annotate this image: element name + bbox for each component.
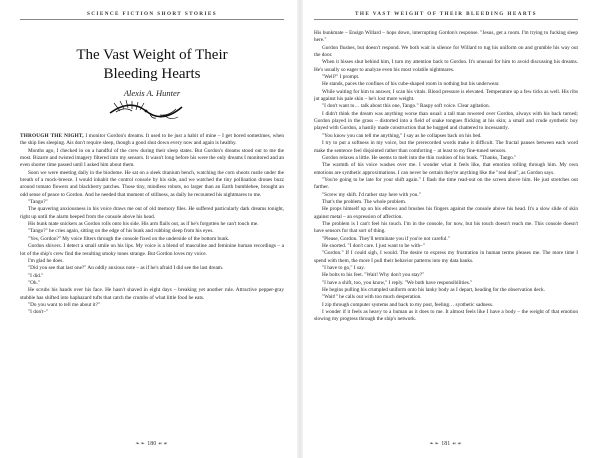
paragraph: The quavering anxiousness in his voice draws me out of old memory files. He suffered particularly dark dreams tonight, right up until the alarm beeped from the console above his head. — [20, 206, 284, 220]
paragraph: He stands, paces the confines of his cube-shaped room in nothing but his underwear. — [322, 81, 500, 88]
paragraph: He begins pulling his crumpled uniform onto his lanky body as I depart, heading for the observation deck. — [322, 287, 545, 294]
paragraph: Months ago, I checked in on a handful of the crew during their sleep states. But Gordon's dreams stood out to me the most. Bizarre and twisted imagery filtered into my sensors. It wasn't long before his were the only dreams I monitored and an even shorter time passed until I asked him about them. — [20, 147, 284, 169]
paragraph: "Tango?" — [28, 199, 48, 206]
paragraph: I didn't think the dream was anything worse than usual: a tall man towered over Gordon, always with his back turned; Gordon played in the grass – distorted into a field of snake tongues flicking at his skin; a small and crude synthetic boy played with Gordon, a hastily made construction that he hugged and chattered to incessantly. — [314, 110, 578, 132]
paragraph: "I did." — [28, 272, 44, 279]
paragraph: His bunkmate – Ensign Willard – hops down, interrupting Gordon's response. "Jesus, get a room. I'm trying to fucking sleep here." — [314, 30, 578, 44]
paragraph: "Did you see that last one?" An oddly anxious note – as if he's afraid I did see the last dream. — [28, 265, 224, 272]
header-rule — [20, 19, 284, 20]
paragraph: He snorted. "I don't care. I just want to be with–" — [322, 242, 425, 249]
paragraph: "You're going to be late for your shift again." I flash the time read-out on the screen above him. He just stretches out farther. — [314, 176, 578, 191]
paragraph: The warmth of his voice washes over me. I wonder what it feels like, that emotion rolling through him. My own emotions are synthetic approximations. I can never be certain they're anything like the "real deal", as Gordon says. — [314, 162, 578, 176]
paragraph: "Yes, Gordon?" My voice filters through the console fixed on the underside of the bottom bunk. — [28, 235, 230, 242]
paragraph: THROUGH THE NIGHT, I monitor Gordon's dreams. It used to be just a habit of mine – I get bored sometimes, when the ship lies sleeping. Ais don't require sleep, though a good shut down every now and again is healthy. — [20, 133, 285, 147]
paragraph: While waiting for him to answer, I scan his vitals. Blood pressure is elevated. Temperature up a few ticks as well. His ribs jut against his pale skin – he's lost more weight. — [314, 88, 578, 103]
running-head: THE VAST WEIGHT OF THEIR BLEEDING HEARTS — [355, 11, 537, 17]
folio-ornament-icon: ❧❧ — [429, 442, 440, 447]
paragraph: "I have a shift, too, you know," I reply. "We both have responsibilities." — [322, 279, 473, 286]
page-number-value: 180 — [147, 441, 157, 447]
paragraph: He scrubs his hands over his face. He hasn't shaved in eight days – breaking yet another rule. Attractive pepper-gray stubble has shifted into haphazard tufts that catch the crumbs of what little food he eats. — [20, 287, 284, 301]
title-line-1: The Vast Weight of Their — [76, 47, 228, 63]
author-name: Alexis A. Hunter — [123, 88, 181, 98]
paragraph: That's the problem. The whole problem. — [322, 198, 407, 205]
story-title — [20, 46, 284, 84]
paragraph: "I have to go," I say. — [322, 265, 365, 271]
paragraph: He bolts to his feet. "Wait! Why don't you stay?" — [322, 272, 425, 279]
paragraph: His bunk mate snickers as Gordon rolls onto his side. His arm flails out, as if he's forgotten he can't touch me. — [28, 221, 259, 228]
paragraph: I'm glad he does. — [28, 257, 64, 264]
paragraph: Gordon flushes, but doesn't respond. We both wait in silence for Willard to tug his uniform on and grumble his way out the door. — [314, 44, 578, 59]
paragraph: Soon we were meeting daily in the biodome. He sat on a sleek titanium bench, watching the corn shoots rustle under the breath of a mock-breeze. I would inhabit the control console by his side, and we watched the tiny pollination drones buzz around tomato flowers and blackberry patches. Those tiny, mindless robots, no larger than an Earth bumblebee, brought an odd sense of peace to Gordon. And he needed that moment of stillness, as daily he recounted his nightmares to me. — [20, 169, 284, 198]
paragraph: I zip through computer systems and back to my post, feeling… synthetic sadness. — [322, 301, 494, 308]
paragraph: "Do you want to tell me about it?" — [28, 301, 101, 308]
folio-ornament-icon: ☙☙ — [157, 442, 169, 447]
book-gutter — [297, 0, 303, 458]
paragraph: "You know you can tell me anything," I say as he collapses back on his bed. — [322, 132, 482, 139]
right-body-text — [314, 30, 578, 324]
lead-in: THROUGH THE NIGHT, — [20, 133, 84, 139]
flourish-ornament-icon — [106, 99, 186, 121]
running-head: SCIENCE FICTION SHORT STORIES — [86, 11, 218, 17]
paragraph: When it hisses shut behind him, I turn my attention back to Gordon. It's unusual for him to avoid discussing his dreams. He's usually so eager to analyze even his most volatile nightmares. — [314, 59, 578, 73]
paragraph: "I don't want to… talk about this one, Tango." Raspy soft voice. Clear agitation. — [322, 103, 490, 110]
folio-ornament-icon: ☙☙ — [451, 442, 463, 447]
page-number-value: 181 — [441, 441, 451, 447]
folio-ornament-icon: ❧❧ — [135, 442, 146, 447]
paragraph: "Gordon." If I could sigh, I would. The desire to express my frustration in human terms pleases me. The more time I spend with them, the more I pull their behavior patterns into my data banks. — [314, 250, 578, 264]
paragraph: "Wait!" he calls out with too much desperation. — [322, 294, 422, 301]
paragraph: Gordon relaxes a little. He seems to melt into the thin cushion of his bunk. "Thanks, Tango." — [322, 154, 517, 161]
header-rule — [314, 19, 578, 20]
paragraph: I wonder if it feels as heavy to a human as it does to me. It almost feels like I have a body – the weight of that emotion slowing my progress through the ship's network. — [314, 309, 578, 323]
paragraph: "Well?" I prompt. — [322, 74, 360, 81]
paragraph: Gordon shivers. I detect a small smile on his lips. My voice is a blend of masculine and feminine human recordings – a lot of the ship's crew find the resulting smoky tones strange. But Gordon loves my voice. — [20, 243, 284, 257]
paragraph: I try to put a softness in my voice, but the prerecorded words make it difficult. The fractal pauses between each word make the sentence feel disjointed rather than comforting – at least to my fine-tuned sensors. — [314, 140, 578, 154]
paragraph: "Please, Gordon. They'll terminate you if you're not careful." — [322, 235, 450, 242]
paragraph: The problem is I can't feel his touch. I'm in the console, for now, but his touch doesn't reach me. This console doesn't have sensors for that sort of thing. — [314, 220, 578, 235]
right-page — [306, 0, 598, 458]
left-page — [0, 0, 292, 458]
paragraph: "I don't–" — [28, 309, 49, 316]
left-body-text — [20, 133, 284, 317]
paragraph: "Tango?" he cries again, sitting on the edge of his bunk and rubbing sleep from his eyes. — [28, 228, 214, 235]
paragraph: "Oh." — [28, 279, 41, 286]
page-number — [20, 441, 284, 447]
title-line-2: Bleeding Hearts — [103, 66, 201, 82]
paragraph: He props himself up on his elbows and brushes his fingers against the console above his head. It's a slow slide of skin against metal – an expression of affection. — [314, 206, 578, 220]
paragraph: "Screw my shift. I'd rather stay here with you." — [322, 191, 421, 198]
page-number — [314, 441, 578, 447]
